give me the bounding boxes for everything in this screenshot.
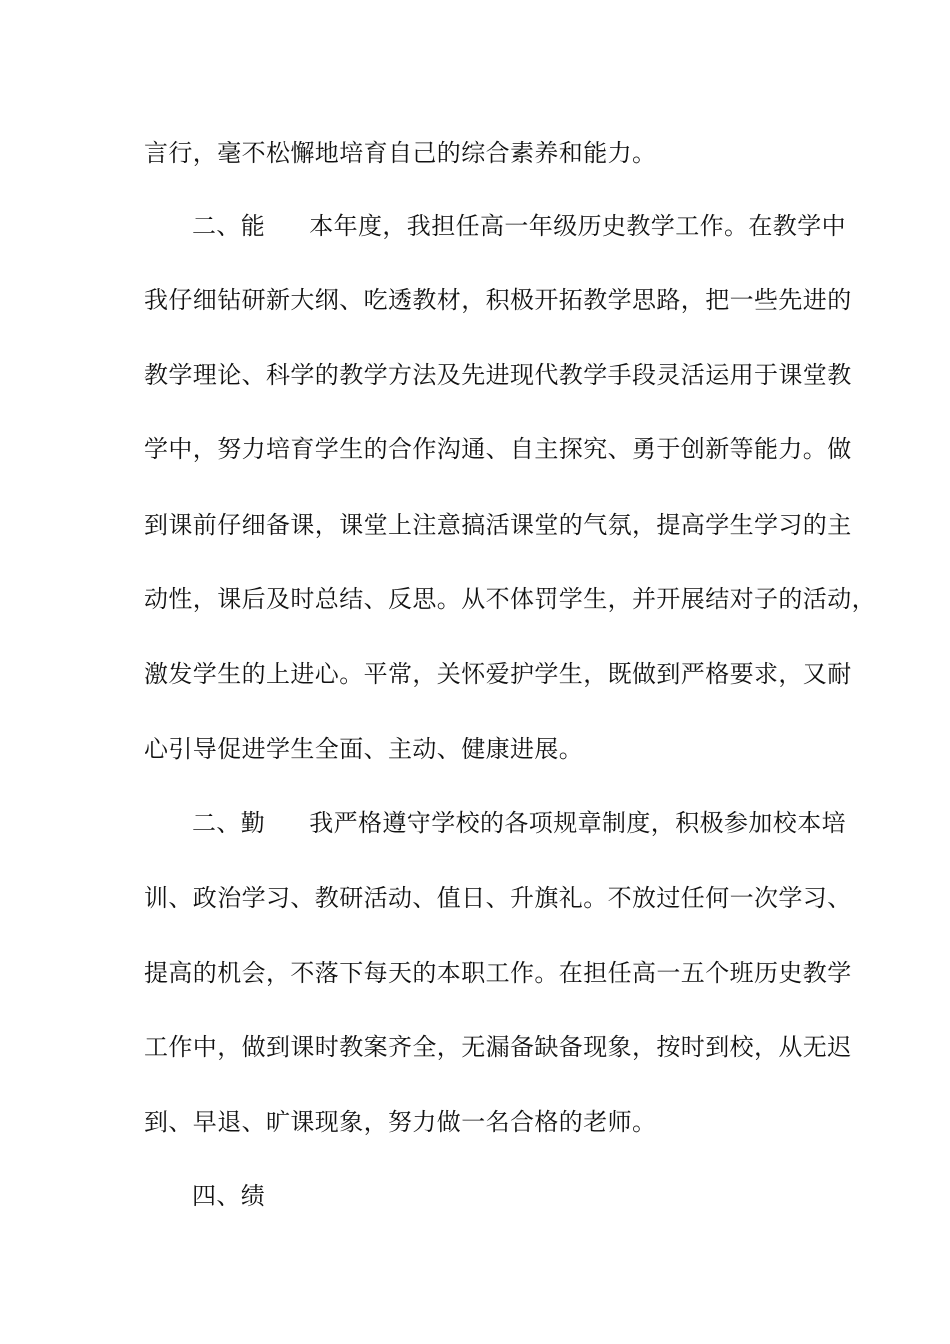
paragraph-line: 激发学生的上进心。平常，关怀爱护学生，既做到严格要求，又耐 — [144, 660, 852, 688]
section-qin-heading: 二、勤 — [192, 809, 266, 837]
section-qin-first-line — [192, 808, 882, 838]
paragraph-line: 动性，课后及时总结、反思。从不体罚学生，并开展结对子的活动， — [144, 585, 876, 613]
paragraph-line: 工作中，做到课时教案齐全，无漏备缺备现象，按时到校，从无迟 — [144, 1033, 852, 1061]
paragraph-line: 学中，努力培育学生的合作沟通、自主探究、勇于创新等能力。做 — [144, 435, 852, 463]
section-ji-heading: 四、绩 — [192, 1182, 266, 1210]
paragraph-line: 心引导促进学生全面、主动、健康进展。 — [144, 735, 584, 763]
paragraph-line: 我仔细钻研新大纲、吃透教材，积极开拓教学思路，把一些先进的 — [144, 286, 852, 314]
paragraph-line: 言行，毫不松懈地培育自己的综合素养和能力。 — [144, 139, 657, 167]
section-neng-first-line — [192, 211, 882, 241]
paragraph-line: 训、政治学习、教研活动、值日、升旗礼。不放过任何一次学习、 — [144, 884, 852, 912]
paragraph-line: 我严格遵守学校的各项规章制度，积极参加校本培 — [309, 809, 847, 837]
paragraph-line: 到、早退、旷课现象，努力做一名合格的老师。 — [144, 1108, 657, 1136]
paragraph-line: 教学理论、科学的教学方法及先进现代教学手段灵活运用于课堂教 — [144, 361, 852, 389]
paragraph-line: 到课前仔细备课，课堂上注意搞活课堂的气氛，提高学生学习的主 — [144, 511, 852, 539]
section-neng-heading: 二、能 — [192, 212, 266, 240]
paragraph-line: 提高的机会，不落下每天的本职工作。在担任高一五个班历史教学 — [144, 959, 852, 987]
paragraph-line: 本年度，我担任高一年级历史教学工作。在教学中 — [309, 212, 847, 240]
